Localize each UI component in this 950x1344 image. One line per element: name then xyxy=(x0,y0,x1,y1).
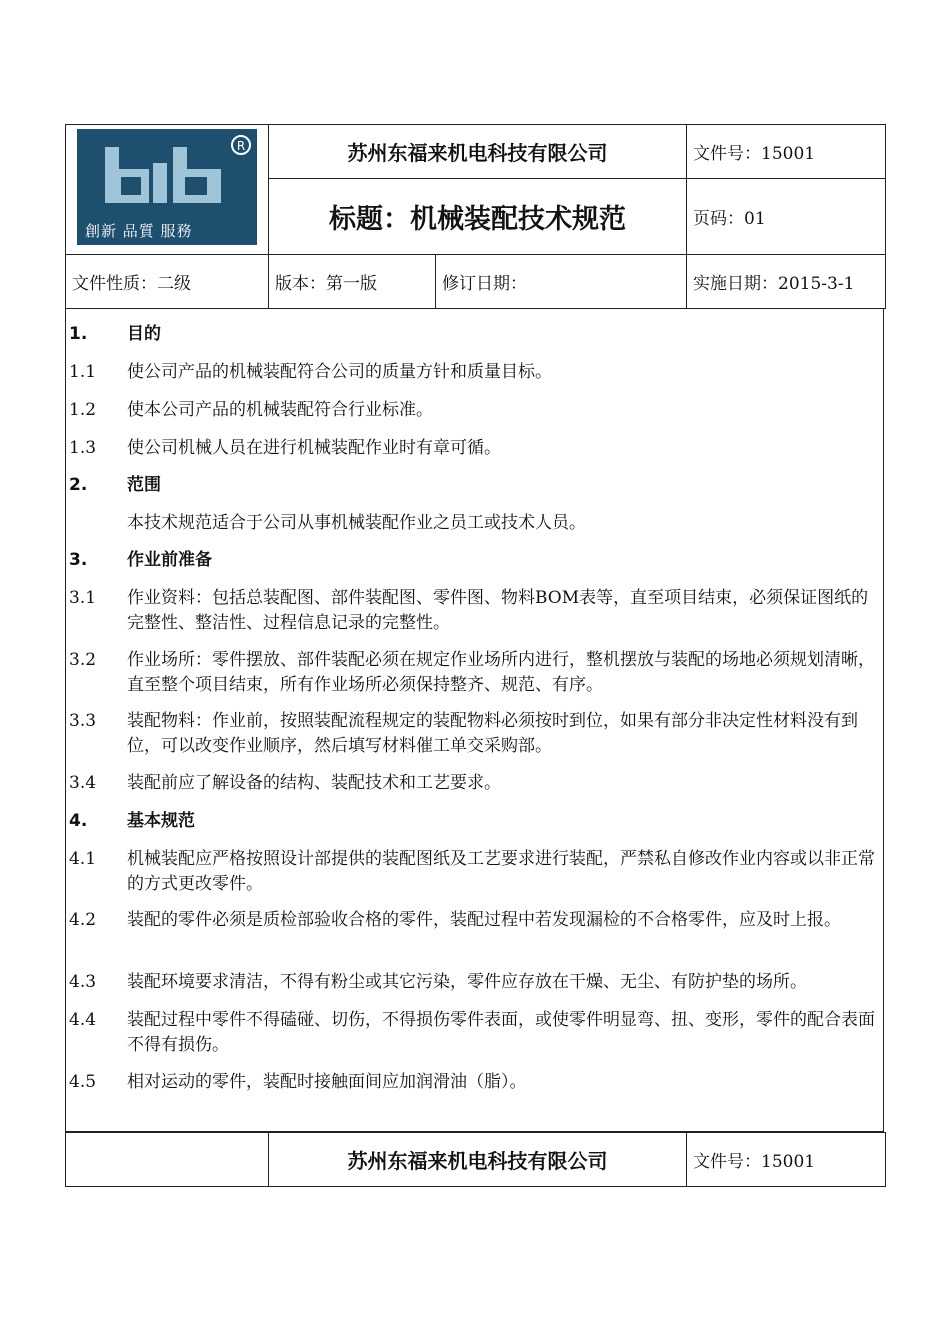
doc-nature: 文件性质：二级 xyxy=(66,255,269,309)
document-body: 1. 目的 1.1 使公司产品的机械装配符合公司的质量方针和质量目标。 1.2 使本公司产品的机械装配符合行业标准。 1.3 使公司机械人员在进行机械装配作业时有章可循。 2. 范围 本技术规范适合于公司从事机械装配作业之员工或技术人员。 3. 作业前准备 3.1 作业资料：包括总装配图、部件装配图、零件图、物料BOM表等，直至项目结束，必须保证图纸的完整性、整洁性、过程信息记录的完整性。 3.2 作业场所：零件摆放、部件装配必须在规定作业场所内进行，整机摆放与装配的场地必须规划清晰，直至整个项目结束，所有作业场所必须保持整齐、规范、有序。 3.3 装配物料：作业前，按照装配流程规定的装配物料必须按时到位，如果有部分非决定性材料没有到位，可以改变作业顺序，然后填写材料催工单交采购部。 3.4 装配前应了解设备的结构、装配技术和工艺要求。 4. 基本规范 4.1 机械装配应严格按照设计部提供的装配图纸及工艺要求进行装配，严禁私自修改作业内容或以非正常的方式更改零件。 4.2 装配的零件必须是质检部验收合格的零件，装配过程中若发现漏检的不合格零件，应及时上报。 4.3 装配环境要求清洁，不得有粉尘或其它污染，零件应存放在干燥、无尘、有防护垫的场所。 4.4 装配过程中零件不得磕碰、切伤，不得损伤零件表面，或使零件明显弯、扭、变形，零件的配合表面不得有损伤。 4.5 相对运动的零件，装配时接触面间应加润滑油（脂）。 xyxy=(65,309,884,1132)
logo-cell xyxy=(66,125,269,255)
document-page xyxy=(65,124,885,1187)
logo-tagline: 創新 品質 服務 xyxy=(85,222,193,240)
svg-text:R: R xyxy=(236,139,246,153)
footer-blank-cell xyxy=(66,1133,269,1187)
company-logo xyxy=(77,129,257,245)
page-number: 页码：01 xyxy=(687,179,886,255)
footer-company-name: 苏州东福来机电科技有限公司 xyxy=(269,1133,687,1187)
doc-version: 版本：第一版 xyxy=(269,255,436,309)
company-name: 苏州东福来机电科技有限公司 xyxy=(269,125,687,179)
footer-doc-number: 文件号：15001 xyxy=(687,1133,886,1187)
doc-number: 文件号：15001 xyxy=(687,125,886,179)
effective-date: 实施日期：2015-3-1 xyxy=(687,255,886,309)
footer-table xyxy=(65,1132,886,1187)
revision-date: 修订日期： xyxy=(436,255,687,309)
header-table xyxy=(65,124,886,309)
doc-title: 标题：机械装配技术规范 xyxy=(269,179,687,255)
